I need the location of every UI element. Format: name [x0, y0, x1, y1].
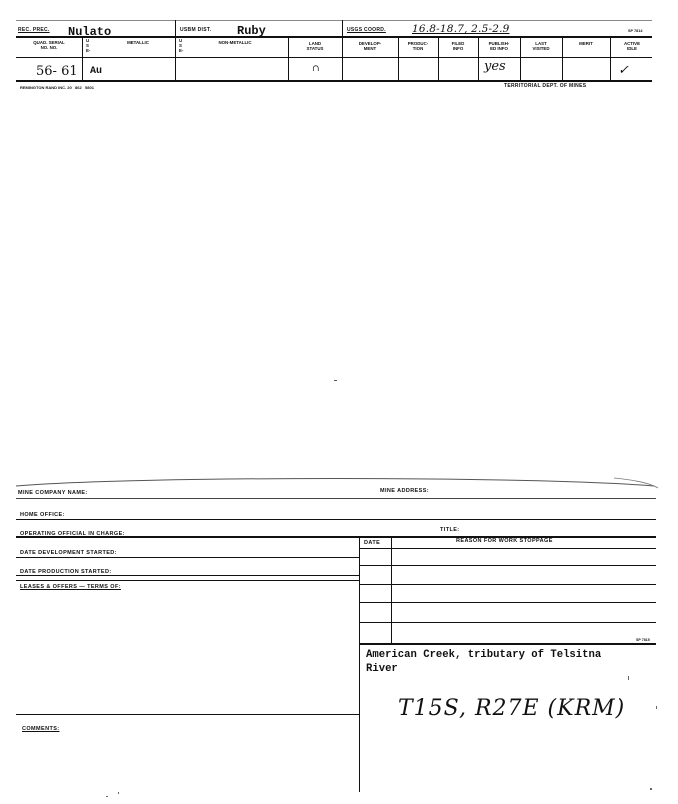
col-sep-9	[562, 36, 563, 80]
col-sep-2	[175, 36, 176, 80]
stoppage-row-4	[359, 622, 656, 623]
scan-speck-2	[628, 676, 629, 680]
col-active-idle: ACTIVE IDLE	[623, 41, 641, 51]
header-sep-2	[342, 20, 343, 36]
leases-label: LEASES & OFFERS — TERMS OF:	[20, 584, 121, 590]
header-sep-1	[175, 20, 176, 36]
col-sep-6	[438, 36, 439, 80]
department-label: TERRITORIAL DEPT. OF MINES	[504, 83, 587, 89]
col-sep-8	[520, 36, 521, 80]
stoppage-reason-header: REASON FOR WORK STOPPAGE	[456, 538, 553, 544]
col-sep-3	[288, 36, 289, 80]
col-sep-10	[610, 36, 611, 80]
scan-speck-6	[650, 788, 652, 790]
date-production-started-label: DATE PRODUCTION STARTED:	[20, 569, 112, 575]
stoppage-header-rule	[359, 548, 656, 549]
quad-serial-value: 56- 61	[36, 64, 78, 79]
form-number: SP 7814	[628, 29, 643, 33]
col-development: DEVELOP- MENT	[358, 41, 382, 51]
comments-label: COMMENTS:	[22, 726, 60, 732]
col-last-visited: LAST VISITED	[532, 41, 550, 51]
col-merit: MERIT	[579, 41, 593, 46]
top-card-row-rule	[16, 80, 652, 82]
col-use-prefix-metallic: U S E-	[86, 38, 91, 53]
col-land-status: LAND STATUS	[306, 41, 324, 51]
rule-comments	[16, 714, 359, 715]
scan-speck-4	[106, 796, 108, 797]
typed-location: American Creek, tributary of Telsitna River	[366, 649, 602, 675]
handwritten-location: T15S, R27E (KRM)	[398, 696, 626, 721]
top-card-header-rule	[16, 36, 652, 38]
metallic-value: Au	[90, 66, 103, 77]
top-card-columns-rule	[16, 57, 652, 58]
rec-prec-value: Nulato	[68, 25, 112, 39]
date-development-started-label: DATE DEVELOPMENT STARTED:	[20, 550, 117, 556]
col-sep-7	[478, 36, 479, 80]
stoppage-row-1	[359, 565, 656, 566]
published-info-value: yes	[484, 59, 506, 74]
rule-prod-started	[16, 575, 359, 576]
rule-company	[16, 498, 656, 499]
rule-dev-started	[16, 557, 359, 558]
active-idle-value: ✓	[618, 63, 629, 78]
stoppage-left-border	[359, 536, 360, 792]
col-production: PRODUC- TION	[407, 41, 429, 51]
col-quad-serial: QUAD. SERIAL NO. NO.	[33, 40, 65, 50]
col-published-info: PUBLISH- ED INFO	[488, 41, 510, 51]
stoppage-row-2	[359, 584, 656, 585]
scan-speck	[334, 380, 337, 381]
usgs-coord-label: USGS COORD.	[347, 27, 386, 33]
title-label: TITLE:	[440, 527, 460, 533]
mine-address-label: MINE ADDRESS:	[380, 488, 429, 494]
stoppage-row-3	[359, 602, 656, 603]
scan-speck-5	[118, 792, 119, 794]
col-non-metallic: NON-METALLIC	[218, 40, 252, 45]
printer-imprint: REMINGTON RAND INC. 20 862 5801	[20, 85, 94, 90]
home-office-label: HOME OFFICE:	[20, 512, 65, 518]
col-use-prefix-nonmetallic: U S E-	[179, 38, 184, 53]
col-sep-1	[82, 36, 83, 80]
stoppage-date-sep	[391, 536, 392, 644]
mine-company-name-label: MINE COMPANY NAME:	[18, 490, 88, 496]
rule-leases	[16, 580, 359, 581]
stoppage-date-header: DATE	[364, 540, 381, 546]
land-status-value: ∩	[312, 64, 320, 74]
stoppage-row-5	[359, 643, 656, 645]
card-edge	[14, 470, 659, 492]
col-filed-info: FILED INFO	[451, 41, 465, 51]
usbm-dist-value: Ruby	[237, 24, 266, 38]
col-sep-5	[398, 36, 399, 80]
top-card-top-edge	[16, 20, 652, 21]
rule-home-office	[16, 519, 656, 520]
col-sep-4	[342, 36, 343, 80]
scan-speck-3	[656, 706, 657, 709]
bottom-form-number: SP 7815	[636, 638, 650, 642]
usbm-dist-label: USBM DIST.	[180, 27, 212, 33]
operating-official-label: OPERATING OFFICIAL IN CHARGE:	[20, 531, 125, 537]
rec-prec-label: REC. PREC.	[18, 27, 50, 33]
usgs-coord-value: 16.8-18.7, 2.5-2.9	[412, 23, 510, 35]
col-metallic: METALLIC	[127, 40, 149, 45]
